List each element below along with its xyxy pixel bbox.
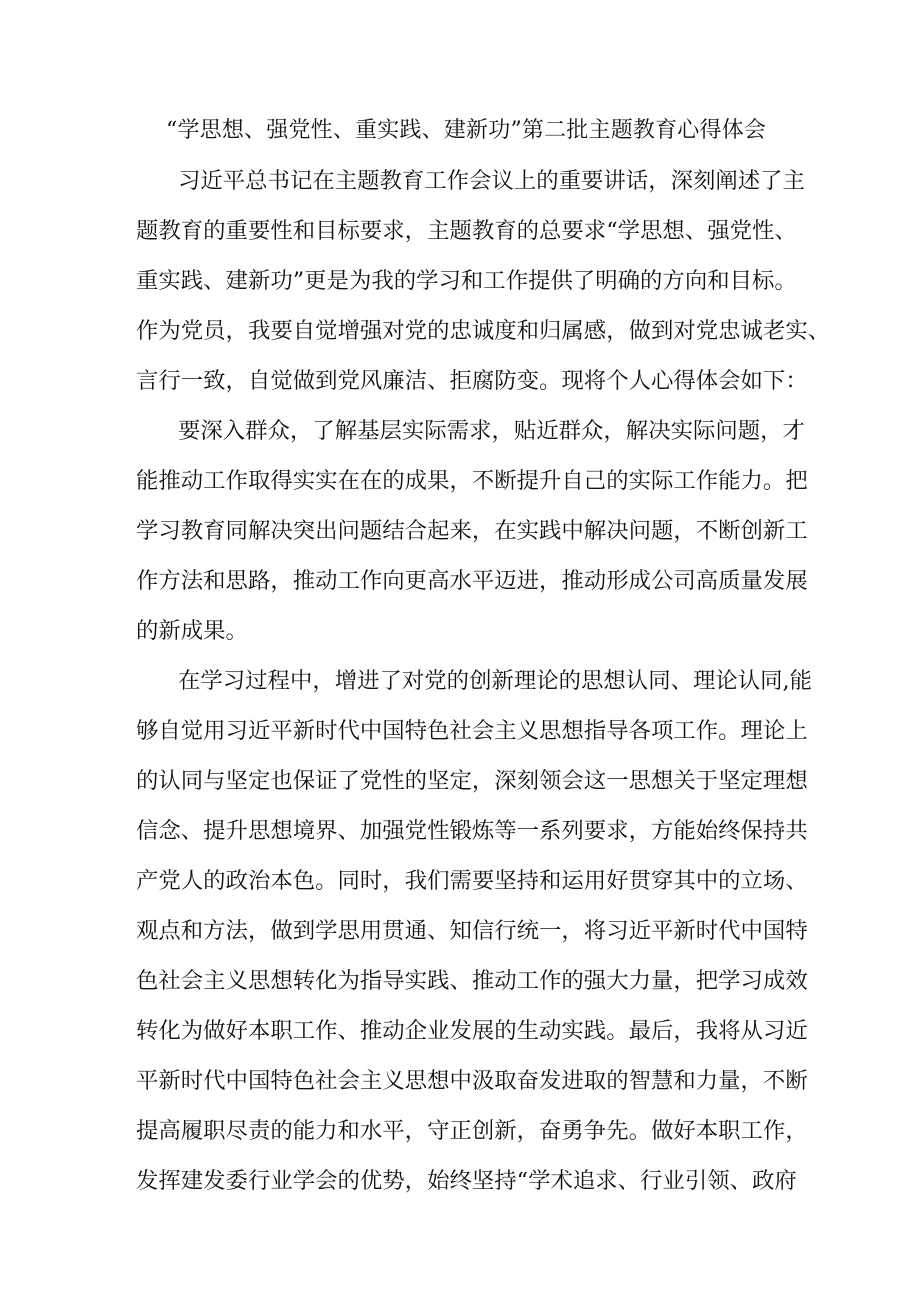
paragraph-3-line-9: 平新时代中国特色社会主义思想中汲取奋发进取的智慧和力量，不断 xyxy=(136,1068,808,1094)
paragraph-2-line-2: 能推动工作取得实实在在的成果，不断提升自己的实际工作能力。把 xyxy=(136,468,808,494)
paragraph-3-line-10: 提高履职尽责的能力和水平，守正创新，奋勇争先。做好本职工作， xyxy=(136,1118,808,1144)
paragraph-3-line-7: 色社会主义思想转化为指导实践、推动工作的强大力量，把学习成效 xyxy=(136,968,808,994)
document-title: “学思想、强党性、重实践、建新功”第二批主题教育心得体会 xyxy=(166,118,767,143)
paragraph-3-line-11: 发挥建发委行业学会的优势，始终坚持“学术追求、行业引领、政府 xyxy=(136,1168,797,1194)
paragraph-3-line-3: 的认同与坚定也保证了党性的坚定，深刻领会这一思想关于坚定理想 xyxy=(136,768,808,794)
paragraph-2-line-1: 要深入群众，了解基层实际需求，贴近群众，解决实际问题，才 xyxy=(178,418,805,444)
paragraph-1-line-3: 重实践、建新功”更是为我的学习和工作提供了明确的方向和目标。 xyxy=(136,268,797,294)
paragraph-3-line-6: 观点和方法，做到学思用贯通、知信行统一，将习近平新时代中国特 xyxy=(136,918,808,944)
paragraph-2-line-3: 学习教育同解决突出问题结合起来，在实践中解决问题，不断创新工 xyxy=(136,518,808,544)
paragraph-3-line-8: 转化为做好本职工作、推动企业发展的生动实践。最后，我将从习近 xyxy=(136,1018,808,1044)
paragraph-3-line-2: 够自觉用习近平新时代中国特色社会主义思想指导各项工作。理论上 xyxy=(136,718,808,744)
paragraph-3-line-1: 在学习过程中，增进了对党的创新理论的思想认同、理论认同,能 xyxy=(178,668,813,694)
paragraph-1-line-2: 题教育的重要性和目标要求，主题教育的总要求“学思想、强党性、 xyxy=(136,218,797,244)
paragraph-1-line-1: 习近平总书记在主题教育工作会议上的重要讲话，深刻阐述了主 xyxy=(178,168,805,194)
paragraph-1-line-4: 作为党员，我要自觉增强对党的忠诚度和归属感，做到对党忠诚老实、 xyxy=(136,318,831,344)
paragraph-3-line-5: 产党人的政治本色。同时，我们需要坚持和运用好贯穿其中的立场、 xyxy=(136,868,808,894)
paragraph-2-line-4: 作方法和思路，推动工作向更高水平迈进，推动形成公司高质量发展 xyxy=(136,568,808,594)
paragraph-1-line-5: 言行一致，自觉做到党风廉洁、拒腐防变。现将个人心得体会如下： xyxy=(136,368,808,394)
paragraph-2-line-5: 的新成果。 xyxy=(136,618,248,644)
paragraph-3-line-4: 信念、提升思想境界、加强党性锻炼等一系列要求，方能始终保持共 xyxy=(136,818,808,844)
